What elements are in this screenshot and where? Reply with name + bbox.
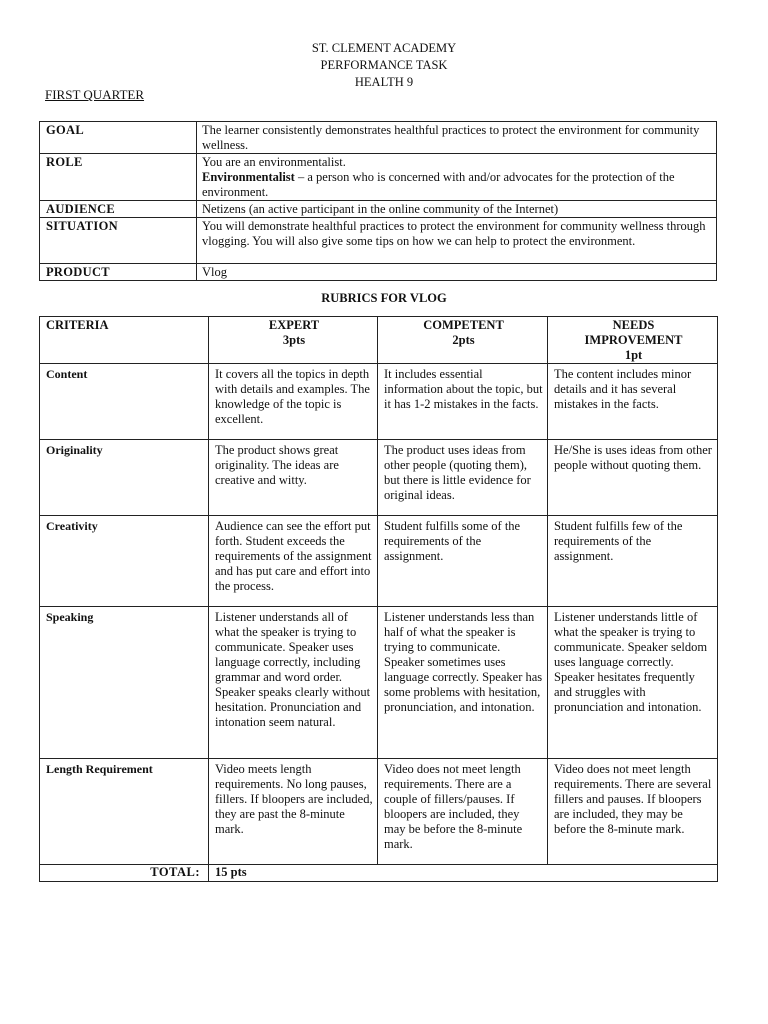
- level-header-competent: [378, 317, 548, 364]
- total-label: TOTAL:: [40, 865, 209, 882]
- rubric-row-speaking: [40, 607, 718, 759]
- criteria-header: CRITERIA: [40, 317, 209, 364]
- competent-description: Student fulfills some of the requirements of the assignment.: [378, 516, 548, 607]
- rubric-row-length-requirement: [40, 759, 718, 865]
- competent-description: The product uses ideas from other people (quoting them), but there is little evidence for original ideas.: [378, 440, 548, 516]
- audience-text: Netizens (an active participant in the online community of the Internet): [197, 201, 717, 218]
- criterion-label: Length Requirement: [40, 759, 209, 865]
- expert-description: Listener understands all of what the speaker is trying to communicate. Speaker uses language correctly, including grammar and word order. Speaker speaks clearly without hesitation. Pronunciation and intonation seem natural.: [209, 607, 378, 759]
- competent-description: Video does not meet length requirements. There are a couple of fillers/pauses. If bloopers are included, they may be before the 8-minute mark.: [378, 759, 548, 865]
- level-name: EXPERT: [268, 318, 320, 332]
- rubric-row-originality: [40, 440, 718, 516]
- situation-text: You will demonstrate healthful practices to protect the environment for community wellness through vlogging. You will also give some tips on how we can help to protect the environment.: [197, 218, 717, 264]
- subject-title: HEALTH 9: [354, 75, 414, 89]
- needs-improvement-description: The content includes minor details and it has several mistakes in the facts.: [548, 364, 718, 440]
- needs-improvement-description: Listener understands little of what the speaker is trying to communicate. Speaker seldom uses language correctly. Speaker hesitates frequently and struggles with pronunciation and intonation.: [548, 607, 718, 759]
- product-text: Vlog: [197, 264, 717, 281]
- criterion-label: Originality: [40, 440, 209, 516]
- expert-description: It covers all the topics in depth with details and examples. The knowledge of the topic is excellent.: [209, 364, 378, 440]
- level-header-expert: [209, 317, 378, 364]
- school-name: ST. CLEMENT ACADEMY: [311, 41, 457, 55]
- criterion-label: Creativity: [40, 516, 209, 607]
- grasps-table: [39, 121, 717, 281]
- document-header: [0, 40, 768, 91]
- situation-label: SITUATION: [40, 218, 197, 264]
- level-points: 3pts: [282, 333, 306, 347]
- criterion-label: Speaking: [40, 607, 209, 759]
- needs-improvement-description: Student fulfills few of the requirements of the assignment.: [548, 516, 718, 607]
- total-value: 15 pts: [209, 865, 718, 882]
- rubric-row-content: [40, 364, 718, 440]
- needs-improvement-description: He/She is uses ideas from other people without quoting them.: [548, 440, 718, 516]
- role-term: Environmentalist: [202, 170, 295, 184]
- quarter-heading: FIRST QUARTER: [45, 87, 145, 102]
- audience-row: [40, 201, 717, 218]
- task-title: PERFORMANCE TASK: [320, 58, 448, 72]
- rubric-table: [39, 316, 718, 882]
- rubric-header-row: [40, 317, 718, 364]
- expert-description: The product shows great originality. The ideas are creative and witty.: [209, 440, 378, 516]
- situation-row: [40, 218, 717, 264]
- role-row: [40, 154, 717, 201]
- goal-label: GOAL: [40, 122, 197, 154]
- expert-description: Video meets length requirements. No long pauses, fillers. If bloopers are included, they are past the 8-minute mark.: [209, 759, 378, 865]
- role-definition: – a person who is concerned with and/or advocates for the protection of the environment.: [202, 170, 675, 199]
- competent-description: Listener understands less than half of what the speaker is trying to communicate. Speaker sometimes uses language correctly. Speaker has some problems with hesitation, pronunciation, and intonation.: [378, 607, 548, 759]
- rubric-title: RUBRICS FOR VLOG: [321, 291, 447, 305]
- level-points: 2pts: [452, 333, 475, 347]
- role-label: ROLE: [40, 154, 197, 201]
- goal-row: [40, 122, 717, 154]
- role-line: You are an environmentalist.: [202, 155, 346, 169]
- product-row: [40, 264, 717, 281]
- level-name: COMPETENT: [423, 318, 504, 332]
- goal-text: The learner consistently demonstrates healthful practices to protect the environment for community wellness.: [197, 122, 717, 154]
- rubric-row-creativity: [40, 516, 718, 607]
- expert-description: Audience can see the effort put forth. Student exceeds the requirements of the assignment and has put care and effort into the process.: [209, 516, 378, 607]
- criterion-label: Content: [40, 364, 209, 440]
- competent-description: It includes essential information about the topic, but it has 1-2 mistakes in the facts.: [378, 364, 548, 440]
- product-label: PRODUCT: [40, 264, 197, 281]
- level-name: NEEDS IMPROVEMENT: [584, 318, 683, 347]
- rubric-total-row: [40, 865, 718, 882]
- level-header-needs-improvement: [548, 317, 718, 364]
- level-points: 1pt: [624, 348, 643, 362]
- role-cell: [197, 154, 717, 201]
- audience-label: AUDIENCE: [40, 201, 197, 218]
- needs-improvement-description: Video does not meet length requirements. There are several fillers and pauses. If bloopers are included, they may be before the 8-minute mark.: [548, 759, 718, 865]
